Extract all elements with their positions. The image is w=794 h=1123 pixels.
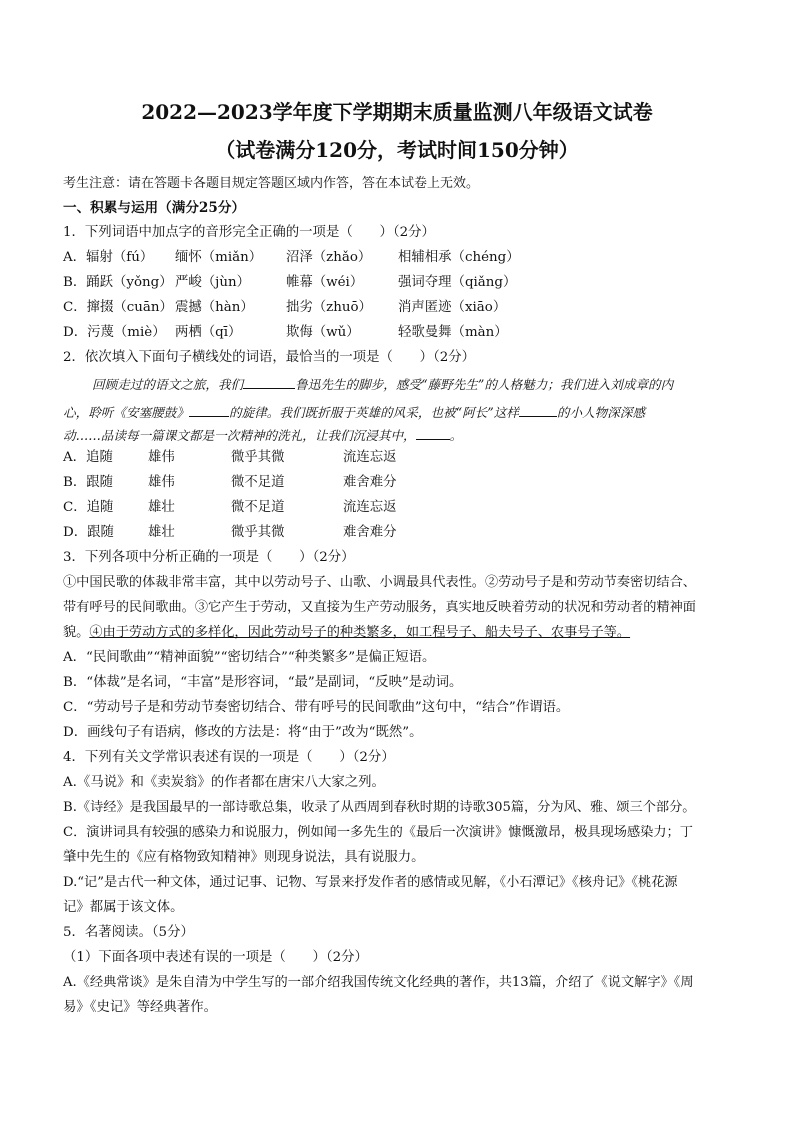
q2-option-b-1: B．跟随 [63,475,114,490]
q2-passage-text: 的旋律。我们既折服于英雄的风采，也被“阿长”这样 [228,405,519,420]
q1-option-b-1: B．踊跃（yǒng） [63,275,173,290]
q1-option-c-2: 震撼（hàn） [175,300,254,315]
q2-option-d-1: D．跟随 [63,525,114,540]
q1-option-d-3: 欺侮（wǔ） [286,325,360,340]
q2-option-a-2: 雄伟 [148,450,175,465]
q1-option-a-2: 缅怀（miǎn） [175,250,263,265]
q1-option-a-4: 相辅相承（chéng） [398,250,520,265]
q2-option-c-1: C．追随 [63,500,114,515]
section-heading: 一、积累与运用（满分25分） [63,200,246,216]
fill-blank-2 [189,402,229,417]
q2-option-b-4: 难舍难分 [343,475,397,490]
q2-option-b-3: 微不足道 [231,475,285,490]
q3-option-a: A．“民间歌曲”“精神面貌”“密切结合”“种类繁多”是偏正短语。 [63,650,436,665]
q1-option-b-3: 帷幕（wéi） [286,275,364,290]
q2-option-d-4: 难舍难分 [343,525,397,540]
exam-title: 2022—2023学年度下学期期末质量监测八年级语文试卷 [141,100,653,124]
q4-option-b: B.《诗经》是我国最早的一部诗歌总集，收录了从西周到春秋时期的诗歌305篇，分为风、雅、颂三个部分。 [63,800,696,815]
q2-option-a-3: 微乎其微 [231,450,285,465]
exam-subtitle: （试卷满分120分，考试时间150分钟） [215,138,579,162]
q1-option-b-2: 严峻（jùn） [175,275,250,290]
q5-sub-question-1: （1）下面各项中表述有误的一项是（ ）（2分） [63,950,368,965]
candidate-notice: 考生注意：请在答题卡各题目规定答题区域内作答，答在本试卷上无效。 [63,176,480,191]
q3-underlined-sentence: ④由于劳动方式的多样化，因此劳动号子的种类繁多，如工程号子、船夫号子、农事号子等。 [89,625,631,640]
q2-passage-text: 的小人物深深感 [556,405,646,420]
q1-option-b-4: 强词夺理（qiǎng） [398,275,517,290]
q2-passage-text: 鲁迅先生的脚步，感受“藤野先生”的人格魅力；我们进入刘成章的内 [295,377,674,392]
q3-passage-text: 貌。 [63,625,90,640]
q1-option-d-1: D．污蔑（miè） [63,325,166,340]
q2-option-c-3: 微不足道 [231,500,285,515]
fill-blank-4 [416,425,450,440]
q2-option-a-4: 流连忘返 [343,450,397,465]
q3-option-b: B．“体裁”是名词，“丰富”是形容词，“最”是副词，“反映”是动词。 [63,675,463,690]
q2-option-d-2: 雄壮 [148,525,175,540]
q1-option-c-1: C．撺掇（cuān） [63,300,173,315]
q2-passage-line-1 [92,374,673,395]
q3-passage-line-2: 带有呼号的民间歌曲。③它产生于劳动，又直接为生产劳动服务，真实地反映着劳动的状况和劳动者的精神面 [63,600,696,615]
q1-option-a-1: A．辐射（fú） [63,250,154,265]
question-2-stem: 2．依次填入下面句子横线处的词语，最恰当的一项是（ ）（2分） [63,350,476,365]
question-5-stem: 5．名著阅读。（5分） [63,925,194,940]
fill-blank-1 [243,374,295,389]
q2-option-d-3: 微乎其微 [231,525,285,540]
q1-option-d-4: 轻歌曼舞（màn） [398,325,508,340]
q3-passage-line-1: ①中国民歌的体裁非常丰富，其中以劳动号子、山歌、小调最具代表性。②劳动号子是和劳动节奏密切结合、 [63,575,696,590]
q4-option-d-line-1: D.“记”是古代一种文体，通过记事、记物、写景来抒发作者的感情或见解，《小石潭记》《核舟记》《桃花源 [63,875,678,890]
q4-option-c-line-1: C．演讲词具有较强的感染力和说服力，例如闻一多先生的《最后一次演讲》慷慨激昂，极具现场感染力；丁 [63,825,693,840]
q2-passage-line-2 [63,402,645,423]
q2-passage-text: 动……品读每一篇课文都是一次精神的洗礼，让我们沉浸其中， [63,428,416,443]
question-3-stem: 3．下列各项中分析正确的一项是（ ）（2分） [63,550,355,565]
question-1-stem: 1．下列词语中加点字的音形完全正确的一项是（ ）（2分） [63,225,435,240]
q4-option-c-line-2: 肇中先生的《应有格物致知精神》则现身说法，具有说服力。 [63,850,425,865]
q2-option-c-2: 雄壮 [148,500,175,515]
q2-passage-text: 回顾走过的语文之旅，我们 [92,377,244,392]
q1-option-c-4: 消声匿迹（xiāo） [398,300,507,315]
q1-option-c-3: 拙劣（zhuō） [286,300,372,315]
q4-option-a: A.《马说》和《卖炭翁》的作者都在唐宋八大家之列。 [63,775,385,790]
q3-passage-line-3 [63,623,630,643]
q2-passage-text: 。 [449,428,463,443]
q5-option-a-line-1: A.《经典常谈》是朱自清为中学生写的一部介绍我国传统文化经典的著作，共13篇，介绍了《说文解字》《周 [63,975,694,990]
q2-passage-line-3 [63,425,462,446]
q3-option-d: D．画线句子有语病，修改的方法是：将“由于”改为“既然”。 [63,725,423,740]
q1-option-d-2: 两栖（qī） [175,325,242,340]
q1-option-a-3: 沼泽（zhǎo） [286,250,372,265]
q5-option-a-line-2: 易》《史记》等经典著作。 [63,1000,217,1015]
fill-blank-3 [519,402,557,417]
q2-option-c-4: 流连忘返 [343,500,397,515]
q2-option-a-1: A．追随 [63,450,113,465]
question-4-stem: 4．下列有关文学常识表述有误的一项是（ ）（2分） [63,750,395,765]
q4-option-d-line-2: 记》都属于该文体。 [63,900,184,915]
q3-option-c: C．“劳动号子是和劳动节奏密切结合、带有呼号的民间歌曲”这句中，“结合”作谓语。 [63,700,570,715]
q2-passage-text: 心，聆听《安塞腰鼓》 [63,405,189,420]
q2-option-b-2: 雄伟 [148,475,175,490]
